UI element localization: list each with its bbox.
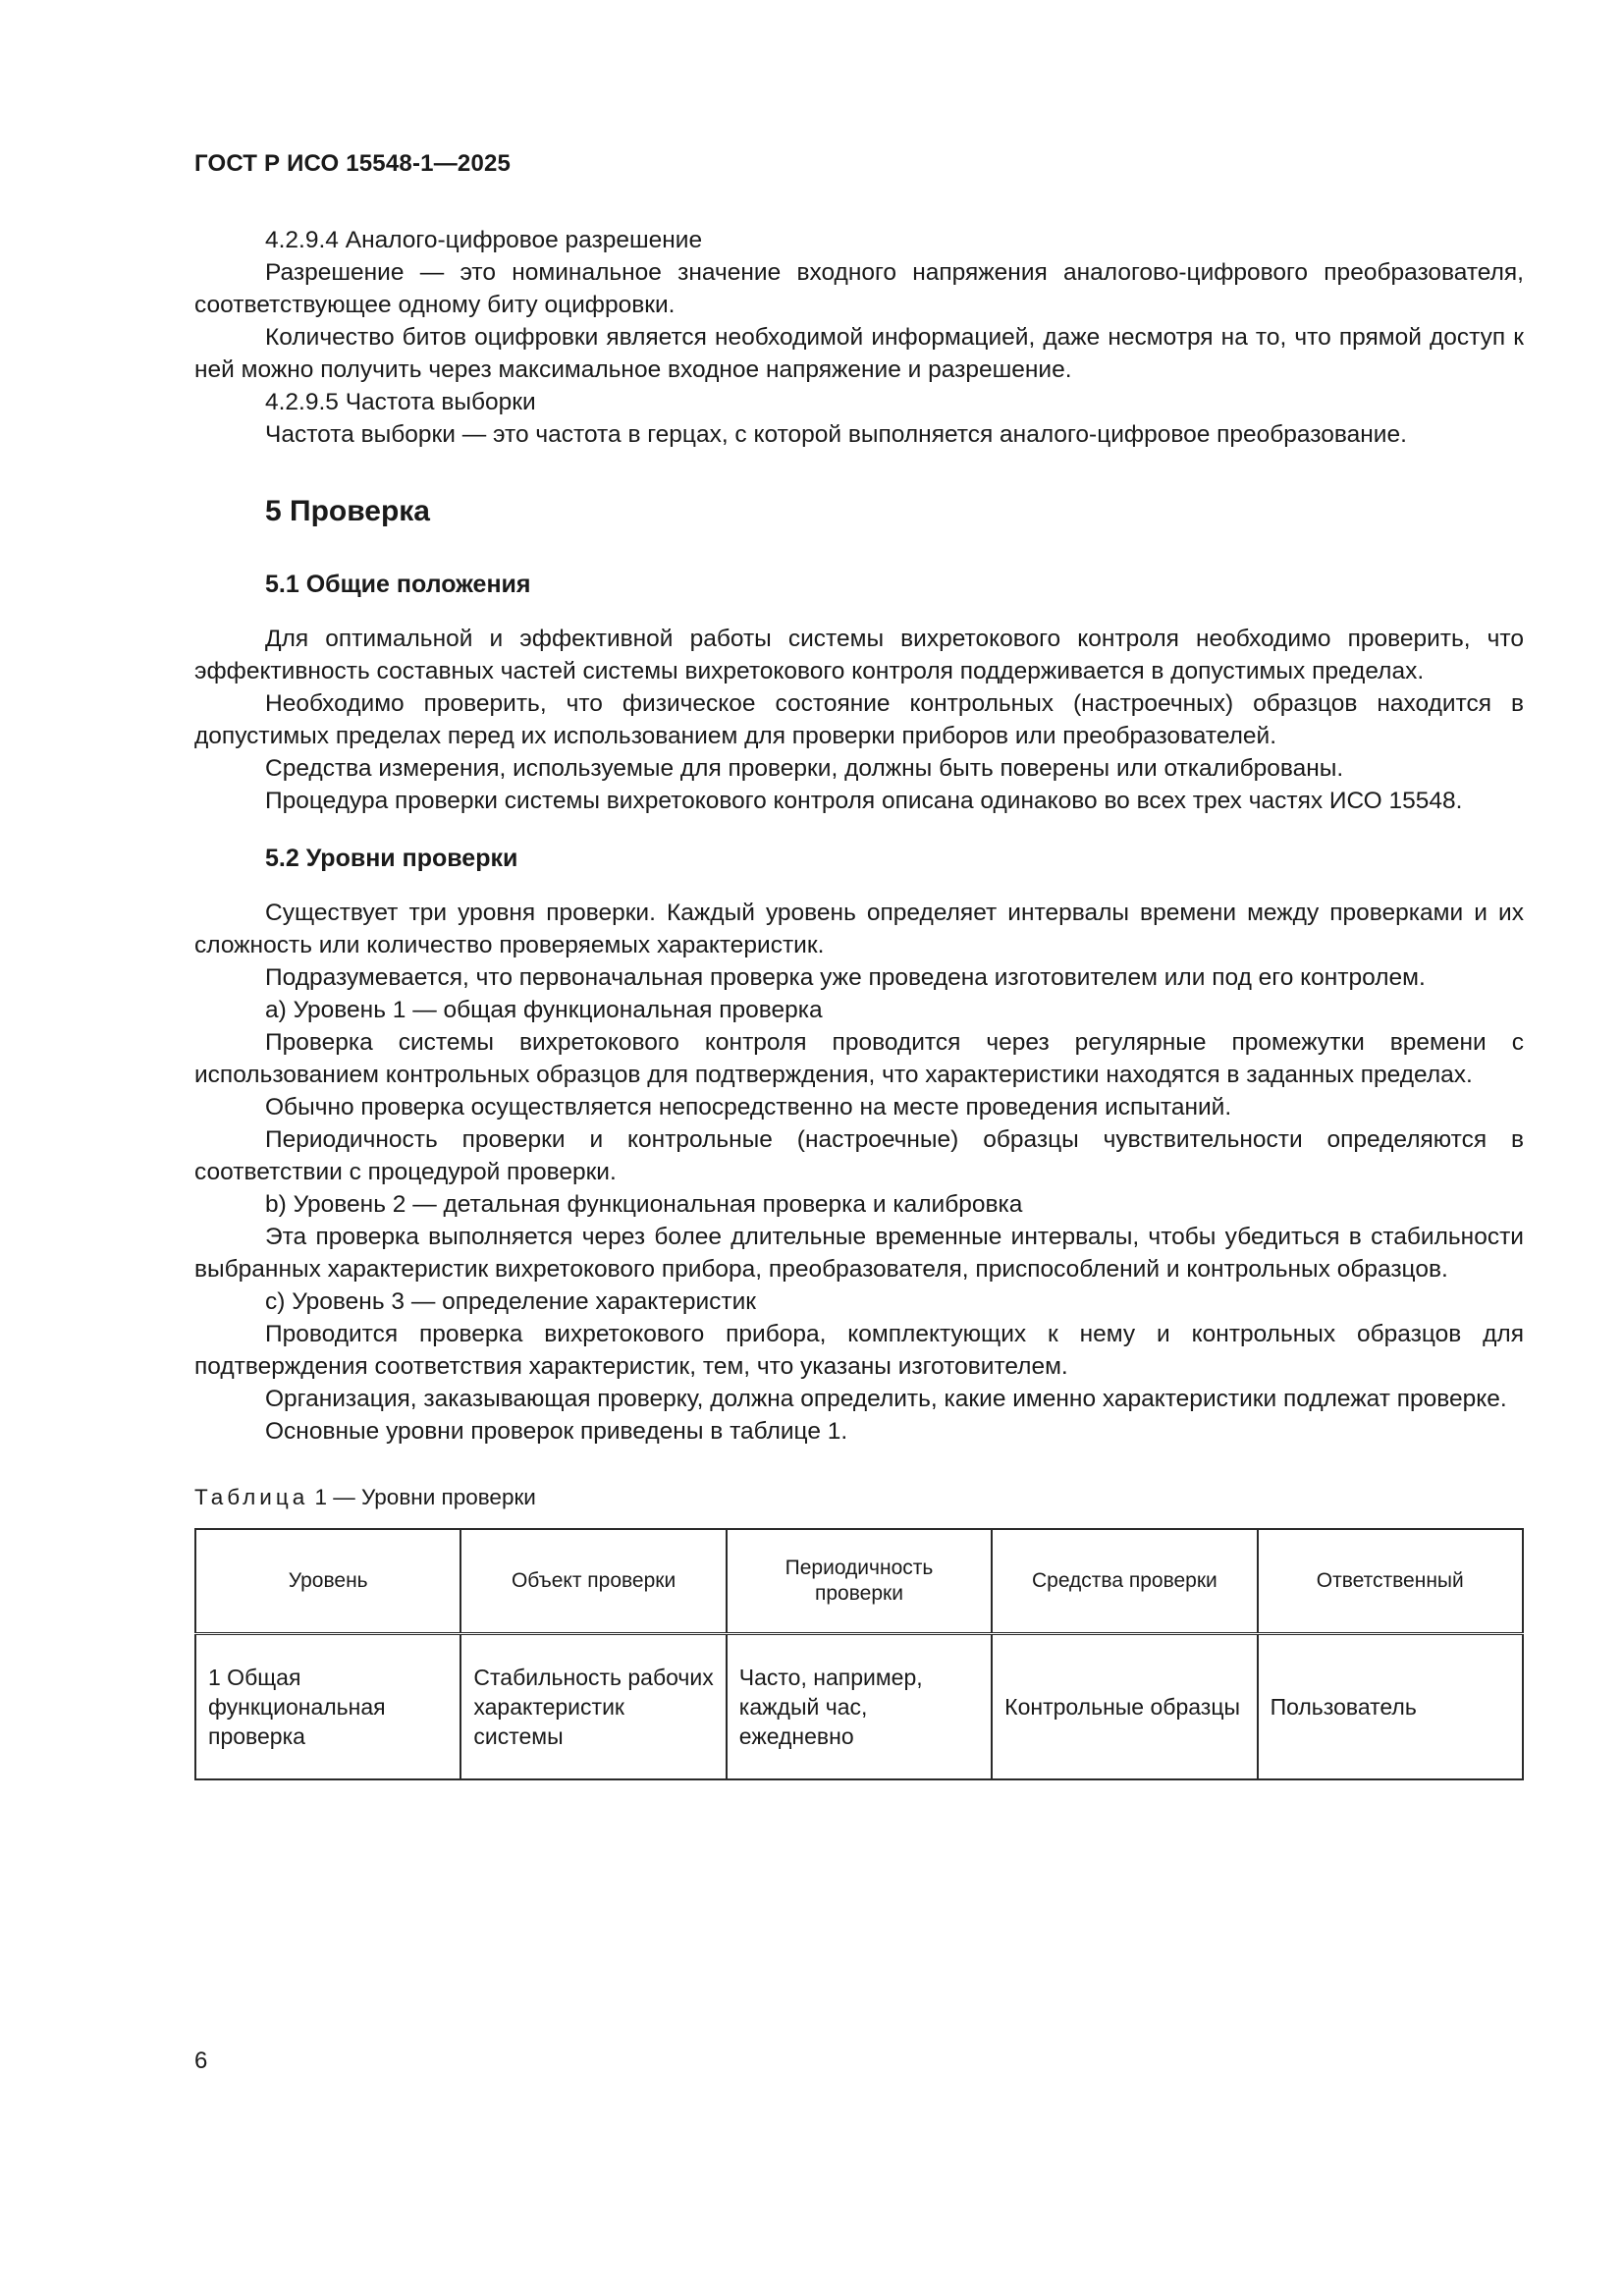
column-header-level: Уровень [195,1529,460,1634]
column-header-responsible: Ответственный [1258,1529,1523,1634]
section-5-heading: 5 Проверка [265,495,430,527]
subsection-5-2-heading: 5.2 Уровни проверки [265,845,518,872]
table-header-row [195,1529,1523,1634]
paragraph: Для оптимальной и эффективной работы системы вихретокового контроля необходимо проверить, что эффективность составных частей системы вихретокового контроля поддерживается в допустимых пределах. [194,626,1524,684]
table-caption [194,1481,1524,1513]
document-body [194,224,1524,1780]
paragraph: Процедура проверки системы вихретокового контроля описана одинаково во всех трех частях ИСО 15548. [265,788,1463,814]
paragraph: Организация, заказывающая проверку, должна определить, какие именно характеристики подлежат проверке. [265,1386,1507,1412]
column-header-object: Объект проверки [460,1529,726,1634]
table-caption-text: 1 — Уровни проверки [314,1485,536,1509]
paragraph: Частота выборки — это частота в герцах, с которой выполняется аналого-цифровое преобразование. [265,421,1407,448]
document-header: ГОСТ Р ИСО 15548-1—2025 [194,150,512,177]
paragraph: Проводится проверка вихретокового прибора, комплектующих к нему и контрольных образцов для подтверждения соответствия характеристик, тем, что указаны изготовителем. [194,1321,1524,1380]
table-cell: Стабильность рабочих характеристик системы [460,1634,726,1780]
table-cell: 1 Общая функциональная проверка [195,1634,460,1780]
paragraph: Подразумевается, что первоначальная проверка уже проведена изготовителем или под его контролем. [265,964,1426,991]
list-item-a-title: a) Уровень 1 — общая функциональная проверка [265,997,823,1023]
paragraph: Основные уровни проверок приведены в таблице 1. [265,1418,848,1445]
paragraph: Разрешение — это номинальное значение входного напряжения аналогово-цифрового преобразователя, соответствующее одному биту оцифровки. [194,259,1524,318]
paragraph: Количество битов оцифровки является необходимой информацией, даже несмотря на то, что прямой доступ к ней можно получить через максимальное входное напряжение и разрешение. [194,324,1524,383]
list-item-b-title: b) Уровень 2 — детальная функциональная проверка и калибровка [265,1191,1023,1218]
column-header-periodicity: Периодичность проверки [727,1529,992,1634]
clause-4-2-9-5-title: 4.2.9.5 Частота выборки [265,389,536,415]
paragraph: Периодичность проверки и контрольные (настроечные) образцы чувствительности определяются в соответствии с процедурой проверки. [194,1126,1524,1185]
subsection-5-1-heading: 5.1 Общие положения [265,571,531,598]
clause-4-2-9-4-title: 4.2.9.4 Аналого-цифровое разрешение [265,227,703,253]
table-caption-word: Таблица [194,1485,309,1509]
paragraph: Проверка системы вихретокового контроля проводится через регулярные промежутки времени с использованием контрольных образцов для подтверждения, что характеристики находятся в заданных пределах. [194,1029,1524,1088]
verification-levels-table [194,1528,1524,1780]
paragraph: Существует три уровня проверки. Каждый уровень определяет интервалы времени между проверками и их сложность или количество проверяемых характеристик. [194,900,1524,958]
paragraph: Средства измерения, используемые для проверки, должны быть поверены или откалиброваны. [265,755,1344,782]
paragraph: Необходимо проверить, что физическое состояние контрольных (настроечных) образцов находится в допустимых пределах перед их использованием для проверки приборов или преобразователей. [194,690,1524,749]
list-item-c-title: c) Уровень 3 — определение характеристик [265,1288,757,1315]
paragraph: Обычно проверка осуществляется непосредственно на месте проведения испытаний. [265,1094,1232,1121]
page-number: 6 [194,2048,208,2074]
table-cell: Контрольные образцы [992,1634,1257,1780]
table-row [195,1634,1523,1780]
paragraph: Эта проверка выполняется через более длительные временные интервалы, чтобы убедиться в стабильности выбранных характеристик вихретокового прибора, преобразователя, приспособлений и контрольных образцов. [194,1224,1524,1283]
table-cell: Часто, например, каждый час, ежедневно [727,1634,992,1780]
table-cell: Пользователь [1258,1634,1523,1780]
column-header-means: Средства проверки [992,1529,1257,1634]
